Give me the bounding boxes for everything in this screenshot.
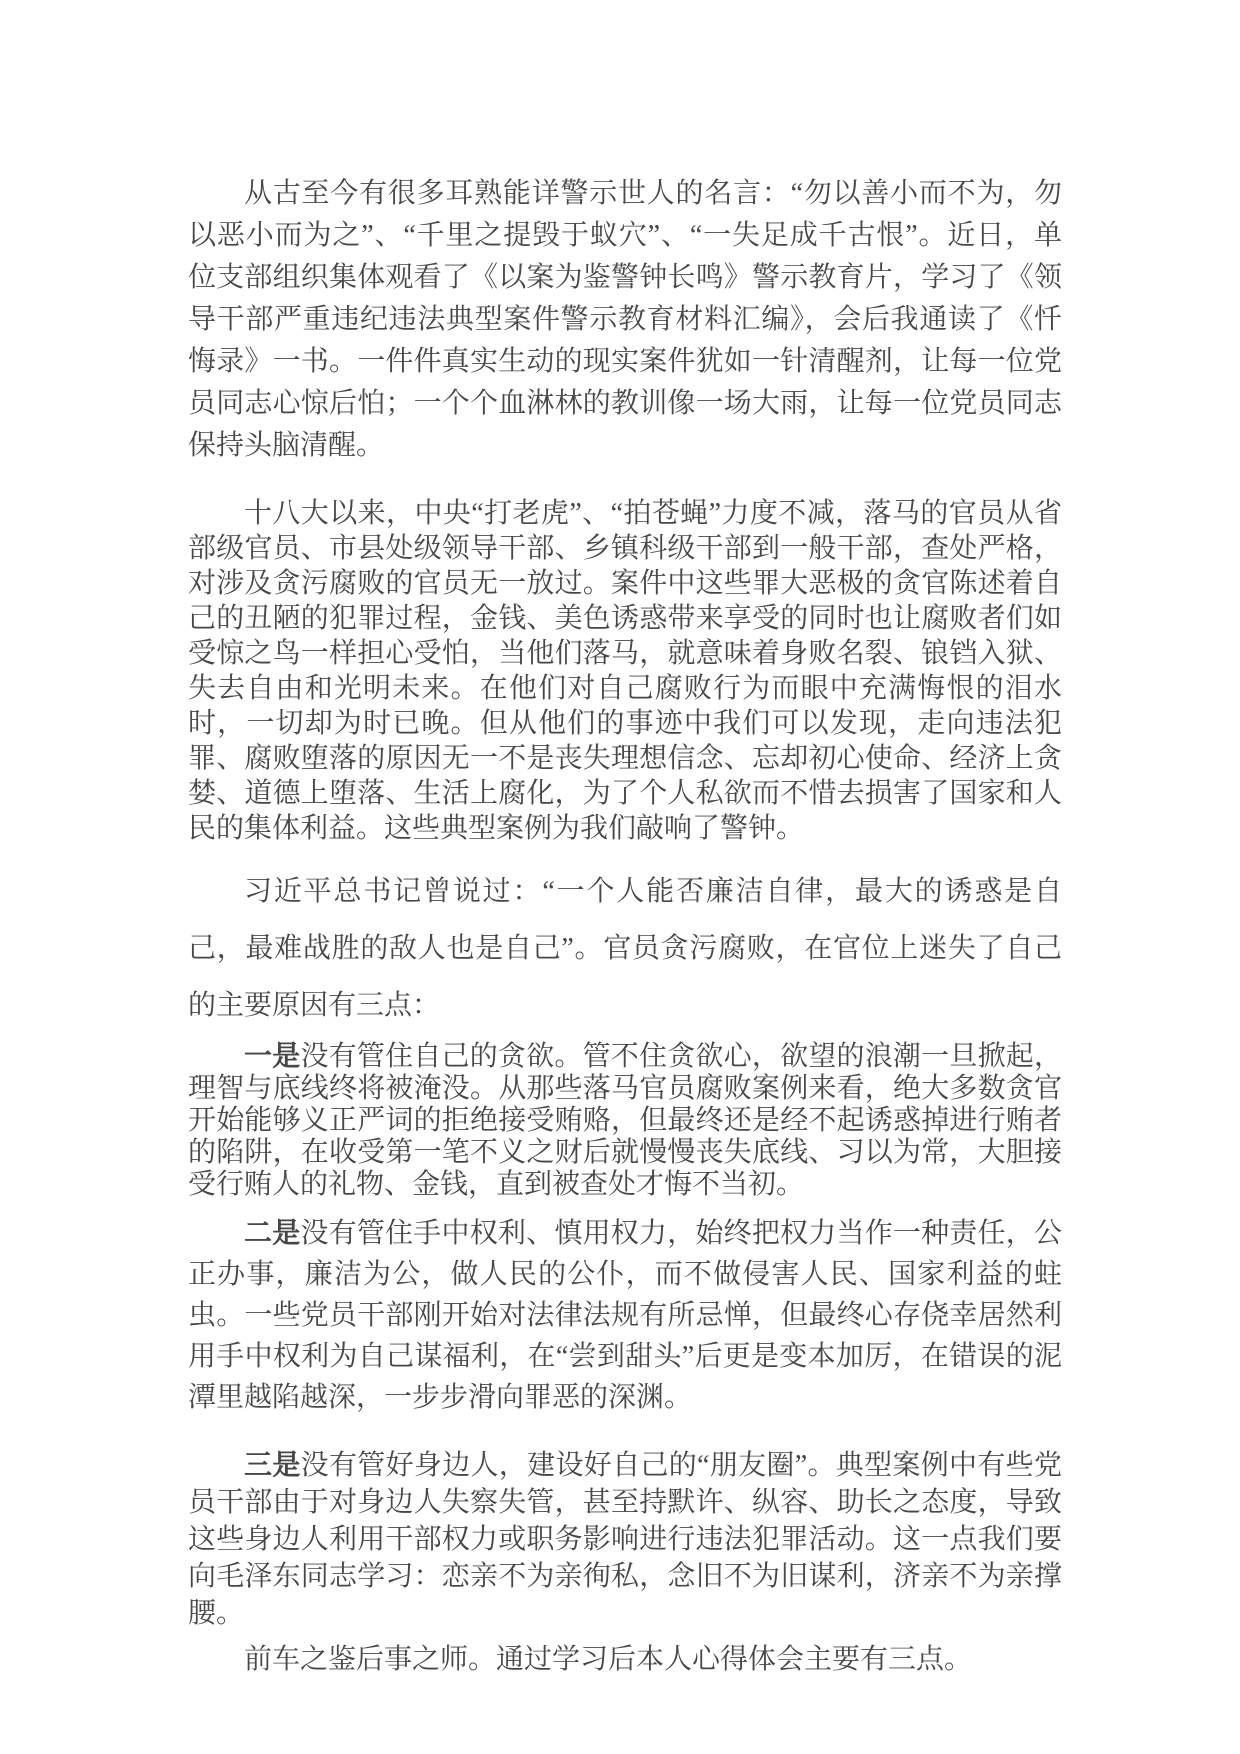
paragraph-point-two-text: 没有管住手中权利、慎用权力，始终把权力当作一种责任，公正办事，廉洁为公，做人民的公仆，而不做侵害人民、国家利益的蛀虫。一些党员干部刚开始对法律法规有所忌惮，但最终心存侥幸居然利用手中权利为自己谋福利，在“尝到甜头”后更是变本加厉，在错误的泥潭里越陷越深，一步步滑向罪恶的深渊。 — [188, 1218, 1062, 1413]
paragraph-point-one — [188, 1041, 1062, 1201]
document-body — [188, 173, 1062, 1679]
paragraph-point-three-lead: 三是 — [244, 1450, 301, 1481]
paragraph-anticorruption-text: 十八大以来，中央“打老虎”、“拍苍蝇”力度不减，落马的官员从省部级官员、市县处级领导干部、乡镇科级干部到一般干部，查处严格，对涉及贪污腐败的官员无一放过。案件中这些罪大恶极的贪官陈述着自己的丑陋的犯罪过程，金钱、美色诱惑带来享受的同时也让腐败者们如受惊之鸟一样担心受怕，当他们落马，就意味着身败名裂、锒铛入狱、失去自由和光明未来。在他们对自己腐败行为而眼中充满悔恨的泪水时，一切却为时已晚。但从他们的事迹中我们可以发现，走向违法犯罪、腐败堕落的原因无一不是丧失理想信念、忘却初心使命、经济上贪婪、道德上堕落、生活上腐化，为了个人私欲而不惜去损害了国家和人民的集体利益。这些典型案例为我们敲响了警钟。 — [188, 498, 1062, 844]
paragraph-closing-text: 前车之鉴后事之师。通过学习后本人心得体会主要有三点。 — [244, 1644, 973, 1675]
paragraph-intro-text: 从古至今有很多耳熟能详警示世人的名言：“勿以善小而不为，勿以恶小而为之”、“千里之提毁于蚁穴”、“一失足成千古恨”。近日，单位支部组织集体观看了《以案为鉴警钟长鸣》警示教育片，学习了《领导干部严重违纪违法典型案件警示教育材料汇编》，会后我通读了《忏悔录》一书。一件件真实生动的现实案件犹如一针清醒剂，让每一位党员同志心惊后怕；一个个血淋林的教训像一场大雨，让每一位党员同志保持头脑清醒。 — [188, 178, 1062, 461]
paragraph-point-one-lead: 一是 — [244, 1041, 301, 1072]
paragraph-point-one-text: 没有管住自己的贪欲。管不住贪欲心，欲望的浪潮一旦掀起，理智与底线终将被淹没。从那些落马官员腐败案例来看，绝大多数贪官开始能够义正严词的拒绝接受贿赂，但最终还是经不起诱惑掉进行贿者的陷阱，在收受第一笔不义之财后就慢慢丧失底线、习以为常，大胆接受行贿人的礼物、金钱，直到被查处才悔不当初。 — [188, 1041, 1062, 1200]
paragraph-quote — [188, 863, 1062, 1034]
paragraph-point-three — [188, 1447, 1062, 1632]
paragraph-intro — [188, 173, 1062, 467]
paragraph-point-two — [188, 1213, 1062, 1418]
paragraph-closing — [188, 1641, 1062, 1679]
paragraph-point-three-text: 没有管好身边人，建设好自己的“朋友圈”。典型案例中有些党员干部由于对身边人失察失管，甚至持默许、纵容、助长之态度，导致这些身边人利用干部权力或职务影响进行违法犯罪活动。这一点我们要向毛泽东同志学习：恋亲不为亲徇私，念旧不为旧谋利，济亲不为亲撑腰。 — [188, 1450, 1062, 1629]
paragraph-quote-text: 习近平总书记曾说过：“一个人能否廉洁自律，最大的诱惑是自己，最难战胜的敌人也是自己”。官员贪污腐败，在官位上迷失了自己的主要原因有三点： — [188, 876, 1062, 1021]
paragraph-point-two-lead: 二是 — [244, 1218, 301, 1249]
paragraph-anticorruption — [188, 496, 1062, 846]
